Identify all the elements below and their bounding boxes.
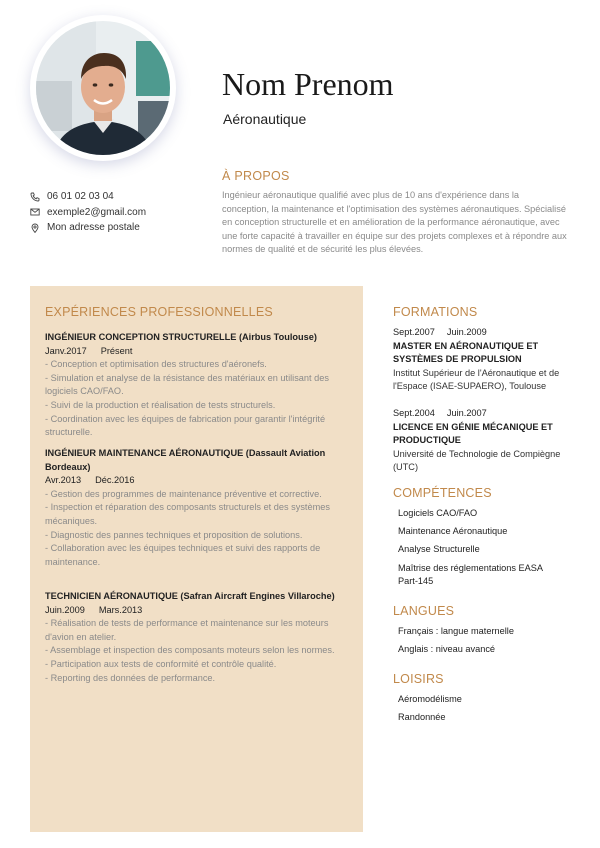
experience-bullet: - Coordination avec les équipes de fabrication pour garantir l'intégrité structurelle. [45,413,326,438]
start-date: Juin.2009 [45,604,85,615]
experience-bullet: - Gestion des programmes de maintenance préventive et corrective. [45,488,322,499]
address-text: Mon adresse postale [47,222,140,234]
competence-item: Logiciels CAO/FAO [398,508,478,518]
candidate-name: Nom Prenom [222,66,394,102]
experience-dates [45,345,345,359]
email-text: exemple2@gmail.com [47,206,147,218]
competences-list [393,507,563,589]
end-date: Juin.2009 [446,327,487,337]
formation-dates [393,407,573,421]
location-pin-icon [30,223,40,233]
formation-school: Institut Supérieur de l'Aéronautique et de l'Espace (ISAE-SUPAERO), Toulouse [393,367,560,392]
end-date: Présent [100,345,133,356]
formation-degree: LICENCE EN GÉNIE MÉCANIQUE ET PRODUCTIQUE [393,421,553,446]
formation-school: Université de Technologie de Compiègne (UTC) [393,448,561,473]
about-section-text: Ingénieur aéronautique qualifié avec plus de 10 ans d'expérience dans la conception, la maintenance et l'optimisation des systèmes aéronautiques. Spécialisé en conception structurelle et en amélioration de la performance aéronautique, avec une forte capacité à travailler en équipe sur des projets complexes et à répondre aux normes de qualité et de sécurité les plus élevées. [222,190,567,255]
start-date: Sept.2007 [393,327,435,337]
experience-bullet: - Conception et optimisation des structures d'aéronefs. [45,359,267,370]
mail-icon [30,207,40,217]
experience-dates [45,604,345,618]
experience-panel [30,286,363,832]
experience-bullet: - Participation aux tests de conformité et contrôle qualité. [45,658,277,669]
start-date: Janv.2017 [45,345,87,356]
end-date: Déc.2016 [95,475,135,486]
job-title: Aéronautique [223,111,307,127]
experience-bullet: - Suivi de la production et réalisation de tests structurels. [45,399,276,410]
formation-item [393,407,573,475]
loisirs-section-title: LOISIRS [393,672,444,686]
contact-info [30,189,146,236]
profile-photo [36,21,170,155]
formations-section-title: FORMATIONS [393,305,478,319]
experience-bullet: - Simulation et analyse de la résistance des matériaux en utilisant des logiciels CAO/FAO. [45,372,329,397]
loisir-item: Aéromodélisme [398,694,462,704]
formation-degree: MASTER EN AÉRONAUTIQUE ET SYSTÈMES DE PROPULSION [393,340,539,365]
experience-item [45,331,345,440]
experience-item [45,447,345,569]
competence-item: Analyse Structurelle [398,544,480,555]
competence-item: Maîtrise des réglementations EASA Part-145 [398,562,543,587]
person-portrait-image [36,21,170,155]
experience-bullet: - Réalisation de tests de performance et maintenance sur les moteurs d'avion en atelier. [45,618,329,642]
phone-text: 06 01 02 03 04 [47,191,114,203]
experience-job-title: INGÉNIEUR CONCEPTION STRUCTURELLE (Airbus Toulouse) [45,332,317,342]
experience-bullet: - Collaboration avec les équipes techniques et suivi des rapports de maintenance. [45,543,321,567]
end-date: Mars.2013 [98,604,143,615]
experience-bullet: - Reporting des données de performance. [45,672,216,683]
contact-email [30,205,146,221]
loisirs-list [393,693,573,725]
experience-job-title: TECHNICIEN AÉRONAUTIQUE (Safran Aircraft Engines Villaroche) [45,591,335,601]
experience-dates [45,474,345,488]
langues-list [393,625,573,657]
experience-item [45,590,345,685]
langue-item: Français : langue maternelle [398,626,514,636]
contact-address [30,220,146,236]
experience-section-title: EXPÉRIENCES PROFESSIONNELLES [45,305,273,319]
start-date: Avr.2013 [45,475,82,486]
contact-phone [30,189,146,205]
formation-dates [393,326,573,340]
competences-section-title: COMPÉTENCES [393,486,492,500]
about-section-title: À PROPOS [222,169,290,183]
loisir-item: Randonnée [398,712,446,723]
end-date: Juin.2007 [446,408,487,418]
langues-section-title: LANGUES [393,604,455,618]
langue-item: Anglais : niveau avancé [398,644,496,655]
experience-bullet: - Inspection et réparation des composants structurels et des systèmes mécaniques. [45,502,330,526]
experience-bullet: - Diagnostic des pannes techniques et proposition de solutions. [45,529,303,540]
profile-photo-frame [30,15,176,161]
competence-item: Maintenance Aéronautique [398,526,508,537]
formation-item [393,326,573,394]
phone-icon [30,192,40,202]
start-date: Sept.2004 [393,408,435,418]
experience-job-title: INGÉNIEUR MAINTENANCE AÉRONAUTIQUE (Dassault Aviation Bordeaux) [45,448,326,472]
experience-bullet: - Assemblage et inspection des composants moteurs selon les normes. [45,645,335,656]
